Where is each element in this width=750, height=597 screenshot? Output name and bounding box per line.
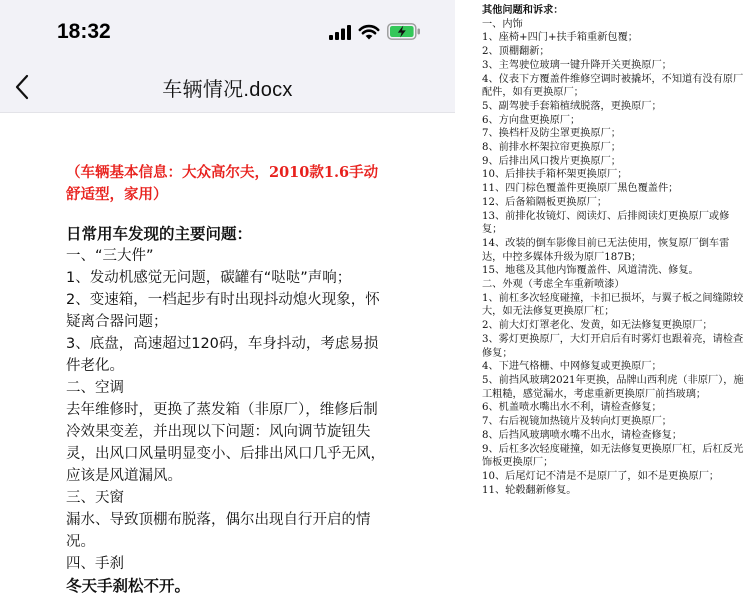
list-item: 12、后备箱隔板更换原厂； [482, 196, 608, 208]
list-item: 4、仪表下方覆盖件维修空调时被撬坏，不知道有没有原厂配件，如有更换原厂； [482, 73, 744, 99]
paragraph: 二、空调 [66, 380, 124, 396]
list-item: 3、主驾驶位玻璃一键升降开关更换原厂； [482, 59, 672, 71]
paragraph: 四、手刹 [66, 556, 124, 572]
issues-heading: 日常用车发现的主要问题： [66, 225, 253, 243]
list-item: 二、外观（考虑全车重新喷漆） [482, 279, 625, 291]
document-title: 车辆情况.docx [162, 79, 293, 101]
paragraph: 3、底盘，高速超过120码，车身抖动，考虑易损件老化。 [66, 336, 379, 374]
list-item: 8、前排水杯架拉帘更换原厂； [482, 142, 621, 154]
list-item: 1、前杠多次轻度碰撞，卡扣已损坏，与翼子板之间缝隙较大，如无法修复更换原厂杠； [482, 292, 744, 318]
list-item: 一、内饰 [482, 18, 523, 30]
list-item: 8、后挡风玻璃喷水嘴不出水，请检查修复； [482, 429, 683, 441]
list-item: 14、改装的倒车影像目前已无法使用，恢复原厂倒车雷达，中控多媒体升级为原厂187B； [482, 237, 730, 263]
list-item: 10、后排扶手箱杯架更换原厂； [482, 169, 628, 181]
list-item: 2、顶棚翻新； [482, 46, 550, 58]
wifi-icon [358, 23, 380, 40]
list-item: 10、后尾灯记不清是不是原厂了，如不是更换原厂； [482, 470, 720, 482]
status-bar [0, 0, 455, 62]
vehicle-info: （车辆基本信息：大众高尔夫，2010款1.6手动舒适型，家用） [66, 164, 379, 203]
list-item: 6、方向盘更换原厂； [482, 114, 581, 126]
list-item: 13、前排化妆镜灯、阅读灯、后排阅读灯更换原厂或修复； [482, 210, 730, 236]
secondary-document [482, 4, 744, 497]
list-item: 15、地毯及其他内饰覆盖件、风道清洗、修复。 [482, 265, 699, 277]
paragraph: 一、“三大件” [66, 248, 154, 264]
paragraph: 去年维修时，更换了蒸发箱（非原厂），维修后制冷效果变差，并出现以下问题：风向调节旋钮失灵，出风口风量明显变小、后排出风口几乎无风，应该是风道漏风。 [66, 402, 385, 484]
list-item: 6、机盖喷水嘴出水不利，请检查修复； [482, 402, 662, 414]
list-item: 3、雾灯更换原厂，大灯开启后有时雾灯也跟着亮，请检查修复； [482, 333, 744, 359]
list-item: 11、轮毂翻新修复。 [482, 484, 577, 496]
paragraph: 三、天窗 [66, 490, 124, 506]
secondary-title: 其他问题和诉求： [482, 4, 564, 16]
list-item: 7、右后视镜加热镜片及转向灯更换原厂； [482, 416, 672, 428]
list-item: 5、前挡风玻璃2021年更换，品牌山西利虎（非原厂），施工粗糙，感觉漏水，考虑重新更换原厂前挡玻璃； [482, 374, 744, 400]
list-item: 5、副驾驶手套箱植绒脱落，更换原厂； [482, 100, 662, 112]
paragraph: 1、发动机感觉无问题，碳罐有“哒哒”声响； [66, 270, 352, 286]
list-item: 9、后杠多次轻度碰撞，如无法修复更换原厂杠，后杠反光饰板更换原厂； [482, 443, 744, 469]
signal-icon [329, 25, 351, 40]
paragraph-bold: 冬天手刹松不开。 [66, 577, 191, 595]
navigation-bar [0, 62, 455, 113]
paragraph: 漏水、导致顶棚布脱落，偶尔出现自行开启的情况。 [66, 512, 371, 550]
list-item: 11、四门棕色覆盖件更换原厂黑色覆盖件； [482, 183, 679, 195]
list-item: 9、后排出风口拨片更换原厂； [482, 155, 621, 167]
list-item: 7、换档杆及防尘罩更换原厂； [482, 128, 621, 140]
status-time: 18:32 [57, 20, 111, 43]
list-item: 2、前大灯灯罩老化、发黄，如无法修复更换原厂； [482, 320, 713, 332]
list-item: 4、下进气格栅、中网修复或更换原厂； [482, 361, 662, 373]
list-item: 1、座椅+四门+扶手箱重新包覆； [482, 32, 638, 44]
battery-charging-icon [387, 23, 421, 40]
document-body [66, 162, 390, 597]
paragraph: 2、变速箱，一档起步有时出现抖动熄火现象，怀疑离合器问题； [66, 292, 380, 330]
